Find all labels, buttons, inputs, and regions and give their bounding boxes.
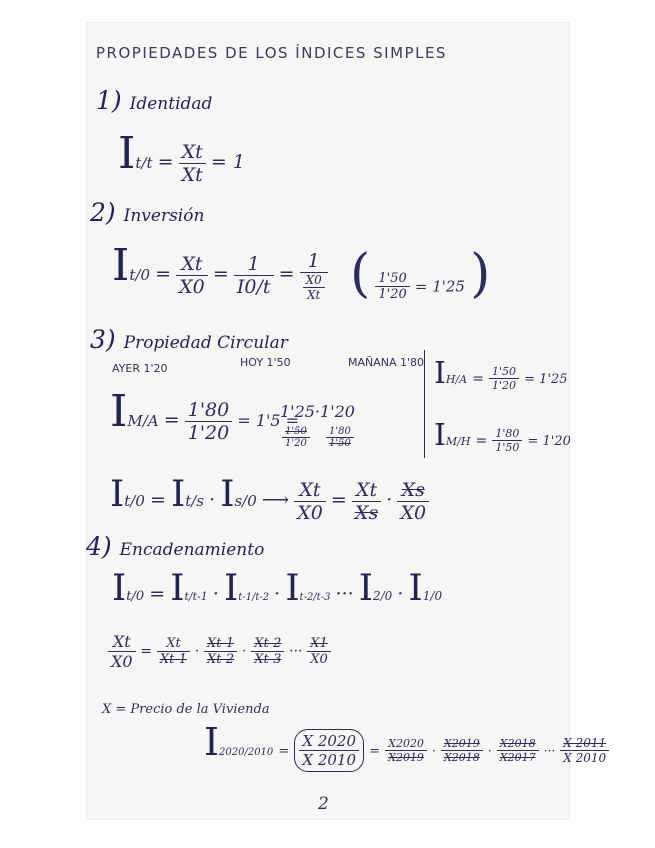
circ-prod-a: 1'25 bbox=[280, 402, 315, 421]
circular-main-result: = 1'5 = bbox=[237, 411, 300, 430]
ex-d0: X 2010 bbox=[302, 751, 357, 769]
circular-chain-formula: It/0 = It/s · Is/0 ⟶ $\frac{Xt}{X0}$ = $\frac{Xt}{Xs}$ · $\frac{Xs}{X0}$ bbox=[110, 474, 429, 524]
circ-chain-b: s/0 bbox=[234, 492, 257, 510]
chain-t1: t/t-1 bbox=[184, 590, 208, 603]
inversion-fraction-3 bbox=[300, 250, 328, 302]
circular-main-fraction bbox=[185, 399, 233, 444]
inversion-subscript: t/0 bbox=[129, 266, 151, 284]
circular-right-1: IH/A = $\frac{1'50}{1'20}$ = 1'25 bbox=[434, 356, 568, 392]
circular-product: 1'25·1'20 bbox=[280, 402, 355, 421]
chain-f1n: Xt bbox=[166, 636, 181, 651]
circ-c-num1: Xt bbox=[299, 479, 321, 501]
inv-num2: 1 bbox=[247, 253, 260, 275]
inv-ex-num: 1'50 bbox=[378, 271, 407, 286]
circ-c-num3: Xs bbox=[401, 479, 425, 501]
inv-num1: Xt bbox=[181, 253, 203, 275]
circ-r2-num: 1'80 bbox=[495, 427, 520, 440]
section-1-number: 1) bbox=[96, 86, 122, 115]
identity-denominator: Xt bbox=[181, 164, 203, 186]
inv-den3-den: Xt bbox=[307, 287, 321, 302]
circ-r1-sub: H/A bbox=[445, 373, 468, 386]
inv-num3: 1 bbox=[307, 249, 320, 272]
ex-n4: X 2011 bbox=[563, 736, 607, 750]
section-4-label: Encadenamiento bbox=[119, 540, 265, 560]
circ-bd-a-num: 1'50 bbox=[285, 426, 307, 437]
ex-n3: X2018 bbox=[499, 737, 536, 750]
chain-lhs: t/0 bbox=[126, 589, 145, 604]
section-3-number: 3) bbox=[90, 325, 116, 354]
chaining-index-formula: It/0 = It/t-1 · It-1/t-2 · It-2/t-3 ··· I2/0 · I1/0 bbox=[112, 568, 443, 609]
label-manana: MAÑANA 1'80 bbox=[348, 356, 425, 369]
inversion-example-result: = 1'25 bbox=[414, 277, 465, 296]
circ-chain-lhs: t/0 bbox=[124, 492, 145, 510]
example-formula: I2020/2010 = $\frac{X 2020}{X 2010}$ = $\frac{X2020}{X2019}$ · $\frac{X2019}{X2018}$ · $\frac{X2018}{X2017}$ ··· $\frac{X 2011}{X 2010}$ bbox=[204, 720, 609, 772]
section-2-number: 2) bbox=[90, 198, 116, 227]
chain-t4: 2/0 bbox=[372, 589, 393, 603]
circ-c-den3: X0 bbox=[400, 502, 427, 524]
chain-f1d: Xt-1 bbox=[159, 652, 188, 667]
circ-c-den2: Xs bbox=[354, 502, 379, 524]
arrow-icon: ⟶ bbox=[261, 489, 290, 511]
section-1-label: Identidad bbox=[129, 94, 213, 114]
example-definition: X = Precio de la Vivienda bbox=[102, 702, 270, 717]
inversion-example: ( $\frac{1'50}{1'20}$ = 1'25 ) bbox=[350, 244, 491, 304]
section-4-heading bbox=[86, 532, 264, 561]
inversion-example-fraction bbox=[375, 271, 409, 302]
identity-result: = 1 bbox=[210, 151, 245, 173]
ex-d3: X2017 bbox=[499, 751, 536, 764]
inv-ex-den: 1'20 bbox=[378, 287, 407, 302]
chain-frac-dots: ··· bbox=[289, 643, 303, 660]
circ-main-num: 1'80 bbox=[187, 399, 230, 421]
section-1-heading bbox=[96, 86, 212, 115]
circ-r2-den: 1'50 bbox=[495, 441, 520, 454]
section-3-label: Propiedad Circular bbox=[123, 333, 288, 353]
ex-n2: X2019 bbox=[443, 737, 480, 750]
section-2-label: Inversión bbox=[123, 206, 205, 226]
chaining-fraction-formula: $\frac{Xt}{X0}$ = $\frac{Xt}{Xt-1}$ · $\frac{Xt-1}{Xt-2}$ · $\frac{Xt-2}{Xt-3}$ ··· $\frac{X1}{X0}$ bbox=[108, 632, 331, 671]
chain-t3: t-2/t-3 bbox=[299, 592, 331, 603]
identity-fraction bbox=[179, 141, 206, 186]
circ-r1-den: 1'20 bbox=[492, 379, 517, 392]
ex-n1: X2020 bbox=[388, 737, 424, 750]
circ-c-den1: X0 bbox=[297, 502, 323, 524]
inv-den3 bbox=[300, 273, 328, 302]
inversion-formula: It/0 = $\frac{Xt}{X0}$ = $\frac{1}{I0/t}$ = $\frac{1}{\frac{X0}{Xt}}$ bbox=[112, 240, 328, 302]
chain-t5: 1/0 bbox=[422, 589, 443, 603]
ex-d2: X2018 bbox=[443, 751, 480, 764]
circ-chain-a: t/s bbox=[185, 492, 204, 510]
chain-t2: t-1/t-2 bbox=[238, 592, 270, 603]
circ-r1-res: = 1'25 bbox=[524, 372, 568, 387]
ex-d1: X2019 bbox=[388, 751, 424, 764]
circular-right-2: IM/H = $\frac{1'80}{1'50}$ = 1'20 bbox=[434, 418, 571, 454]
section-2-heading bbox=[90, 198, 204, 227]
circ-main-den: 1'20 bbox=[187, 422, 230, 444]
circ-prod-b: 1'20 bbox=[320, 402, 355, 421]
circ-r2-res: = 1'20 bbox=[527, 434, 571, 449]
identity-numerator: Xt bbox=[181, 141, 203, 163]
circ-bd-b-num: 1'80 bbox=[329, 426, 351, 437]
identity-formula: It/t = $\frac{Xt}{Xt}$ = 1 bbox=[118, 128, 245, 186]
circ-r1-num: 1'50 bbox=[492, 365, 517, 378]
page-number: 2 bbox=[318, 794, 329, 814]
ex-d4: X 2010 bbox=[563, 751, 607, 765]
chain-f3d: Xt-3 bbox=[254, 652, 282, 667]
circular-main-subscript: M/A bbox=[127, 412, 159, 430]
page-title: PROPIEDADES DE LOS ÍNDICES SIMPLES bbox=[96, 44, 447, 62]
inversion-fraction-2 bbox=[234, 253, 274, 298]
chain-f2d: Xt-2 bbox=[207, 652, 235, 667]
chain-f0d: X0 bbox=[111, 652, 133, 671]
chain-f3n: Xt-2 bbox=[254, 636, 282, 651]
circ-bd-a-den: 1'20 bbox=[285, 438, 307, 449]
circular-breakdown-a bbox=[282, 426, 310, 449]
circ-bd-b-den: 1'50 bbox=[329, 438, 351, 449]
divider-line bbox=[424, 350, 425, 458]
label-ayer: AYER 1'20 bbox=[112, 362, 168, 375]
example-circled-fraction bbox=[294, 729, 364, 772]
circular-breakdown-b bbox=[326, 426, 354, 449]
circular-main-formula: IM/A = $\frac{1'80}{1'20}$ = 1'5 = bbox=[110, 386, 300, 444]
inversion-fraction-1 bbox=[176, 253, 208, 298]
label-hoy: HOY 1'50 bbox=[240, 356, 291, 369]
chain-f4d: X0 bbox=[310, 652, 328, 667]
chain-dots: ··· bbox=[335, 583, 354, 605]
circ-c-num2: Xt bbox=[355, 479, 378, 501]
ex-n0: X 2020 bbox=[302, 732, 357, 750]
chain-f4n: X1 bbox=[310, 636, 328, 651]
inv-den3-num: X0 bbox=[305, 272, 322, 287]
chain-f0n: Xt bbox=[112, 632, 131, 651]
circ-r2-sub: M/H bbox=[445, 435, 471, 448]
section-4-number: 4) bbox=[86, 532, 112, 561]
section-3-heading bbox=[90, 325, 288, 354]
inv-den1: X0 bbox=[179, 276, 205, 298]
inv-den2: I0/t bbox=[236, 276, 271, 298]
ex-dots: ··· bbox=[543, 744, 556, 758]
chain-f2n: Xt-1 bbox=[207, 636, 235, 651]
identity-subscript: t/t bbox=[135, 154, 153, 172]
example-subscript: 2020/2010 bbox=[219, 747, 274, 758]
